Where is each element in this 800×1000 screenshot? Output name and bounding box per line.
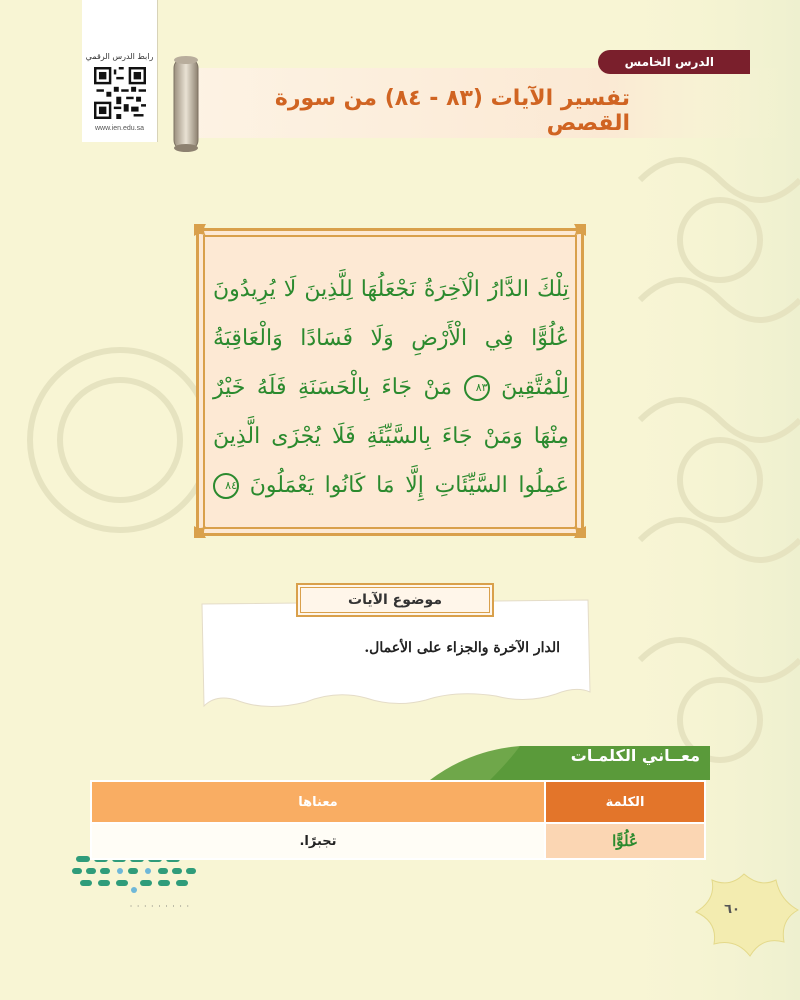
- table-cell-meaning: تجبرًا.: [91, 823, 545, 859]
- qr-code-icon[interactable]: [94, 67, 146, 119]
- verse-line: عُلُوًّا فِي الْأَرْضِ وَلَا فَسَادًا وَالْعَاقِبَةُ لِلْمُتَّقِينَ: [213, 326, 569, 400]
- verse-line: جَاءَ بِالسَّيِّئَةِ فَلَا يُجْزَى الَّذِينَ عَمِلُوا: [213, 424, 570, 498]
- lesson-number-tab: الدرس الخامس: [598, 50, 750, 74]
- verse-line: السَّيِّئَاتِ إِلَّا مَا كَانُوا يَعْمَلُونَ: [249, 473, 508, 498]
- vocabulary-table: [90, 780, 706, 860]
- frame-corner-ornament-icon: [192, 222, 218, 248]
- verse-line: تِلْكَ الدَّارُ الْآخِرَةُ نَجْعَلُهَا لِلَّذِينَ لَا يُرِيدُونَ: [213, 277, 569, 302]
- lesson-title: تفسير الآيات (٨٣ - ٨٤) من سورة القصص: [274, 86, 630, 136]
- ministry-logo-caption: · · · · · · · · ·: [129, 902, 190, 911]
- verse-frame: [196, 228, 584, 536]
- topic-label: موضوع الآيات: [296, 583, 494, 617]
- topic-text: الدار الآخرة والجزاء على الأعمال.: [364, 640, 560, 656]
- ayah-number-marker: ٨٤: [213, 473, 239, 499]
- table-cell-word: عُلُوًّا: [545, 823, 705, 859]
- table-header-meaning: معناها: [91, 781, 545, 823]
- table-row: [91, 823, 705, 859]
- ayah-number-marker: ٨٣: [464, 375, 490, 401]
- frame-corner-ornament-icon: [192, 514, 218, 540]
- qr-label: رابط الدرس الرقمي: [85, 52, 154, 61]
- vocabulary-title: معــاني الكلمـات: [570, 746, 700, 765]
- table-header-word: الكلمة: [545, 781, 705, 823]
- qr-code-panel[interactable]: [82, 0, 158, 142]
- page-number: ٦٠: [724, 902, 740, 917]
- frame-corner-ornament-icon: [562, 514, 588, 540]
- frame-corner-ornament-icon: [562, 222, 588, 248]
- verse-line: مَنْ جَاءَ بِالْحَسَنَةِ فَلَهُ خَيْرٌ مِنْهَا وَمَنْ: [213, 375, 569, 449]
- qr-url: www.ien.edu.sa: [94, 125, 145, 132]
- verse-text: [213, 265, 569, 510]
